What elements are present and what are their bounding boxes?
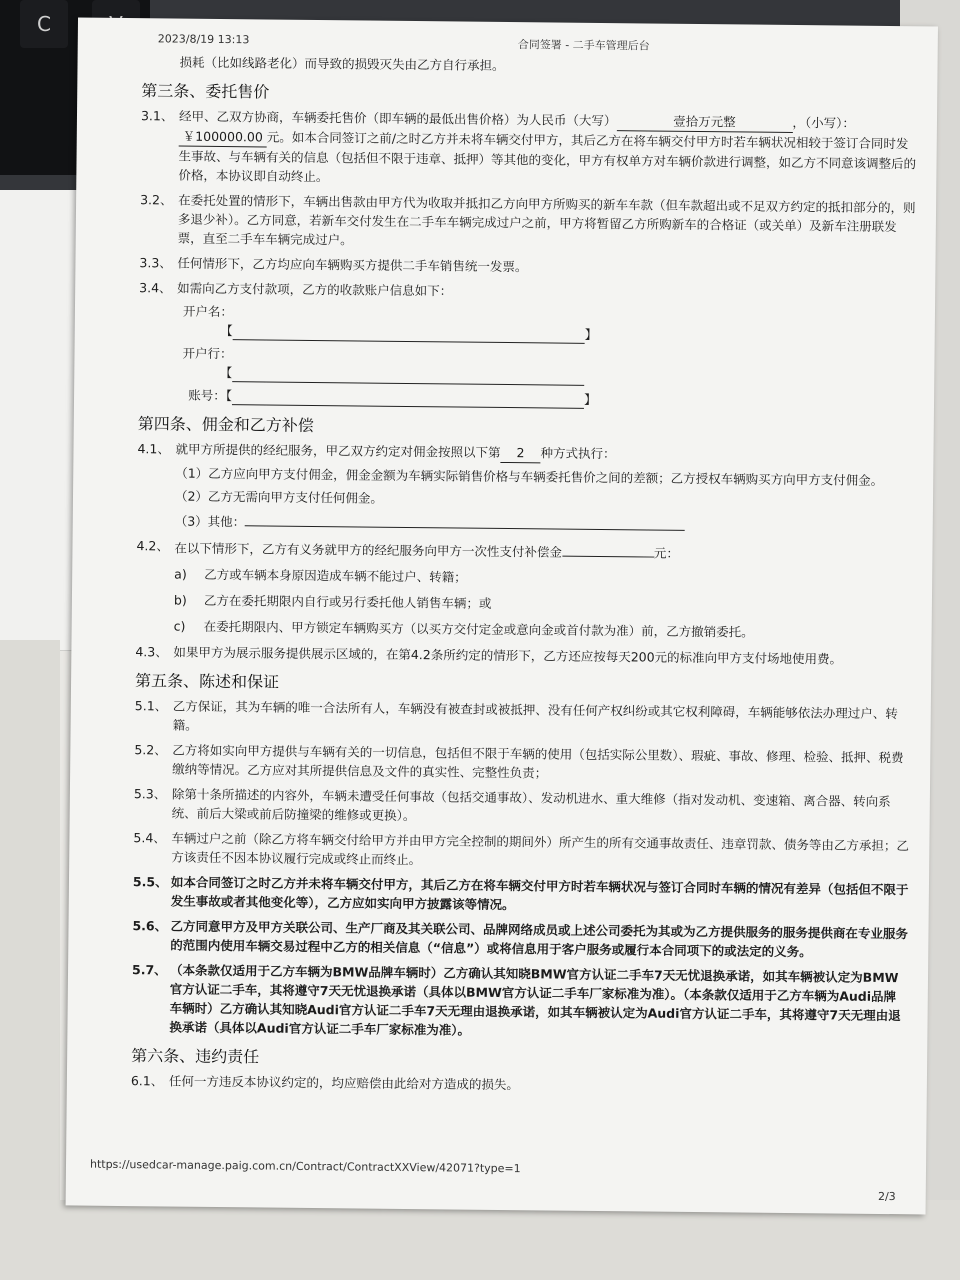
amount-number-field: ￥100000.00 (179, 127, 267, 148)
clause-5-2 (134, 740, 910, 786)
clause-text: 乙方将如实向甲方提供与车辆有关的一切信息，包括但不限于车辆的使用（包括实际公里数）、瑕疵、事故、修理、检验、抵押、税费缴纳等情况。乙方应对其所提供信息及文件的真实性、完整性负责； (172, 742, 904, 781)
keyboard-key-c: C (20, 0, 68, 48)
clause-4-2 (136, 536, 912, 565)
clause-4-2-b (174, 591, 912, 618)
clause-4-3 (135, 642, 911, 669)
commission-option-1: （1）乙方应向甲方支付佣金，佣金金额为车辆实际销售价格与车辆委托售价之间的差额；乙方授权车辆购买方向甲方支付佣金。 (175, 465, 884, 488)
clause-4-2-a (174, 565, 912, 592)
clause-5-7 (131, 960, 908, 1044)
clause-5-6 (132, 916, 908, 962)
clause-text: ，（小写）： (792, 114, 856, 131)
clause-number: 5.5、 (132, 874, 168, 890)
clause-3-4 (139, 278, 915, 305)
footer-url: https://usedcar-manage.paig.com.cn/Contract/ContractXXView/42071?type=1 (89, 1157, 521, 1176)
account-name-label: 开户名：【 (182, 303, 234, 339)
intro-line: 损耗（比如线路老化）而导致的损毁灭失由乙方自行承担。 (179, 54, 505, 73)
section-4-heading: 第四条、佣金和乙方补偿 (137, 414, 314, 435)
bank-row (176, 344, 914, 390)
option-3-label: （3）其他： (174, 513, 246, 530)
item-text: 乙方在委托期限内自行或另行委托他人销售车辆；或 (203, 592, 492, 611)
account-name-row (177, 302, 915, 348)
clause-3-2 (140, 190, 917, 255)
print-datetime: 2023/8/19 13:13 (157, 32, 250, 47)
clause-number: 5.6、 (132, 918, 168, 934)
account-name-blank (233, 324, 585, 344)
account-number-label: 账号：【 (188, 387, 233, 404)
clause-number: 3.1、 (140, 108, 174, 124)
clause-number: 5.2、 (134, 742, 167, 758)
clause-6-1 (131, 1071, 907, 1098)
clause-text: 如本合同签订之时乙方并未将车辆交付甲方，其后乙方在将车辆交付甲方时若车辆状况与签订合同时车辆的情况有差异（包括但不限于发生事故或者其他变化等），乙方应如实向甲方披露该等情况。 (170, 874, 909, 913)
clause-number: 3.4、 (139, 280, 172, 296)
commission-option-3 (175, 510, 913, 539)
item-text: 乙方或车辆本身原因造成车辆不能过户、转籍； (204, 566, 467, 585)
clause-5-5 (133, 872, 909, 918)
close-bracket: 】 (583, 391, 597, 407)
document-page (66, 17, 938, 1214)
commission-option-field: 2 (500, 443, 540, 463)
clause-number: 5.7、 (131, 962, 167, 978)
bank-blank (232, 366, 584, 386)
close-bracket: 】 (584, 326, 598, 342)
clause-3-3 (139, 253, 915, 280)
clause-4-1 (137, 439, 913, 467)
clause-text: 除第十条所描述的内容外，车辆未遭受任何事故（包括交通事故）、发动机进水、重大维修（指对发动机、变速箱、离合器、转向系统、前后大梁或前后防撞梁的维修或更换）。 (171, 786, 891, 824)
item-marker: b) (173, 592, 187, 608)
clause-text: 元： (653, 545, 680, 561)
clause-text: 车辆过户之前（除乙方将车辆交付给甲方并由甲方完全控制的期间外）所产生的所有交通事故责任、违章罚款、债务等由乙方承担；乙方该责任不因本协议履行完成或终止而终止。 (171, 830, 909, 868)
clause-text: 元。如本合同签订之前/之时乙方并未将车辆交付甲方，其后乙方在将车辆交付甲方时若车辆状况相较于签订合同时发生事故、与车辆有关的信息（包括但不限于违章、抵押）等其他的变化，甲方有权单方对车辆价款进行调整，如乙方不同意该调整后的价格，本协议即自动终止。 (178, 129, 917, 185)
page-number: 2/3 (877, 1189, 896, 1204)
clause-text: 乙方同意甲方及甲方关联公司、生产厂商及其关联公司、品牌网络成员或上述公司委托为其或为乙方提供服务的服务提供商在专业服务的范围内使用车辆交易过程中乙方的相关信息（“信息”）或将信息用于客户服务或履行本合同项下的或法定的义务。 (170, 918, 909, 960)
clause-text: 经甲、乙双方协商，车辆委托售价（即车辆的最低出售价格）为人民币（大写） (178, 108, 617, 129)
clause-number: 5.1、 (134, 698, 168, 714)
clause-text: 种方式执行： (540, 445, 616, 462)
item-marker: c) (173, 618, 186, 634)
clause-5-1 (135, 696, 911, 742)
option-3-blank (245, 510, 685, 531)
clause-number: 3.2、 (140, 192, 173, 208)
print-title: 合同签署 - 二手车管理后台 (517, 38, 650, 53)
section-5-heading: 第五条、陈述和保证 (134, 671, 280, 692)
section-3-heading: 第三条、委托售价 (141, 81, 270, 102)
clause-number: 5.4、 (133, 830, 166, 846)
clause-text: 如需向乙方支付款项，乙方的收款账户信息如下： (177, 280, 453, 299)
item-text: 在委托期限内、甲方锁定车辆购买方（以买方交付定金或意向金或首付款为准）前，乙方撤销委托。 (203, 618, 754, 640)
account-number-blank (232, 389, 584, 409)
commission-option-2: （2）乙方无需向甲方支付任何佣金。 (174, 488, 384, 506)
clause-text: 就甲方所提供的经纪服务，甲乙双方约定对佣金按照以下第 (175, 441, 501, 460)
clause-5-4 (133, 828, 909, 874)
clause-text: 任何情形下，乙方均应向车辆购买方提供二手车销售统一发票。 (177, 255, 528, 275)
bank-label: 开户行：【 (182, 345, 233, 381)
clause-number: 4.1、 (137, 441, 170, 457)
clause-text: （本条款仅适用于乙方车辆为BMW品牌车辆时）乙方确认其知晓BMW官方认证二手车7天无忧退换承诺，如其车辆被认定为BMW官方认证二手车，其将遵守7天无忧退换承诺（具体以BMW官方认证二手车厂家标准为准）。（本条款仅适用于乙方车辆为Audi品牌车辆时）乙方确认其知晓Audi官方认证二手车7天无理由退换承诺，如其车辆被认定为Audi官方认证二手车，其将遵守7天无理由退换承诺（具体以Audi官方认证二手车厂家标准为准）。 (169, 962, 901, 1038)
clause-text: 在委托处置的情形下，车辆出售款由甲方代为收取并抵扣乙方向甲方所购买的新车车款（但车款超出或不足双方约定的抵扣部分的，则多退少补）。乙方同意，若新车交付发生在二手车车辆完成过户之前，甲方将暂留乙方所购新车的合格证（或关单）及新车注册联发票，直至二手车车辆完成过户。 (177, 192, 916, 248)
section-6-heading: 第六条、违约责任 (131, 1046, 260, 1067)
clause-text: 在以下情形下，乙方有义务就甲方的经纪服务向甲方一次性支付补偿金 (174, 540, 563, 560)
clause-number: 4.2、 (136, 538, 169, 554)
underlying-paper-left (0, 640, 60, 1280)
clause-text: 任何一方违反本协议约定的，均应赔偿由此给对方造成的损失。 (168, 1073, 519, 1093)
clause-number: 3.3、 (139, 255, 172, 271)
clause-3-1 (140, 106, 917, 192)
clause-text: 如果甲方为展示服务提供展示区域的，在第4.2条所约定的情形下，乙方还应按每天200元的标准向甲方支付场地使用费。 (173, 644, 843, 667)
amount-words-field: 壹拾万元整 (616, 111, 792, 133)
account-number-row (176, 386, 914, 413)
compensation-blank (562, 541, 654, 558)
clause-text: 乙方保证，其为车辆的唯一合法所有人，车辆没有被查封或被抵押、没有任何产权纠纷或其它权利障碍，车辆能够依法办理过户、转籍。 (172, 698, 898, 733)
clause-4-2-c (174, 617, 912, 644)
clause-5-3 (134, 784, 910, 830)
item-marker: a) (174, 566, 187, 582)
clause-number: 6.1、 (130, 1073, 164, 1089)
clause-number: 4.3、 (135, 644, 168, 660)
document-body (131, 52, 918, 1104)
clause-number: 5.3、 (133, 786, 167, 802)
